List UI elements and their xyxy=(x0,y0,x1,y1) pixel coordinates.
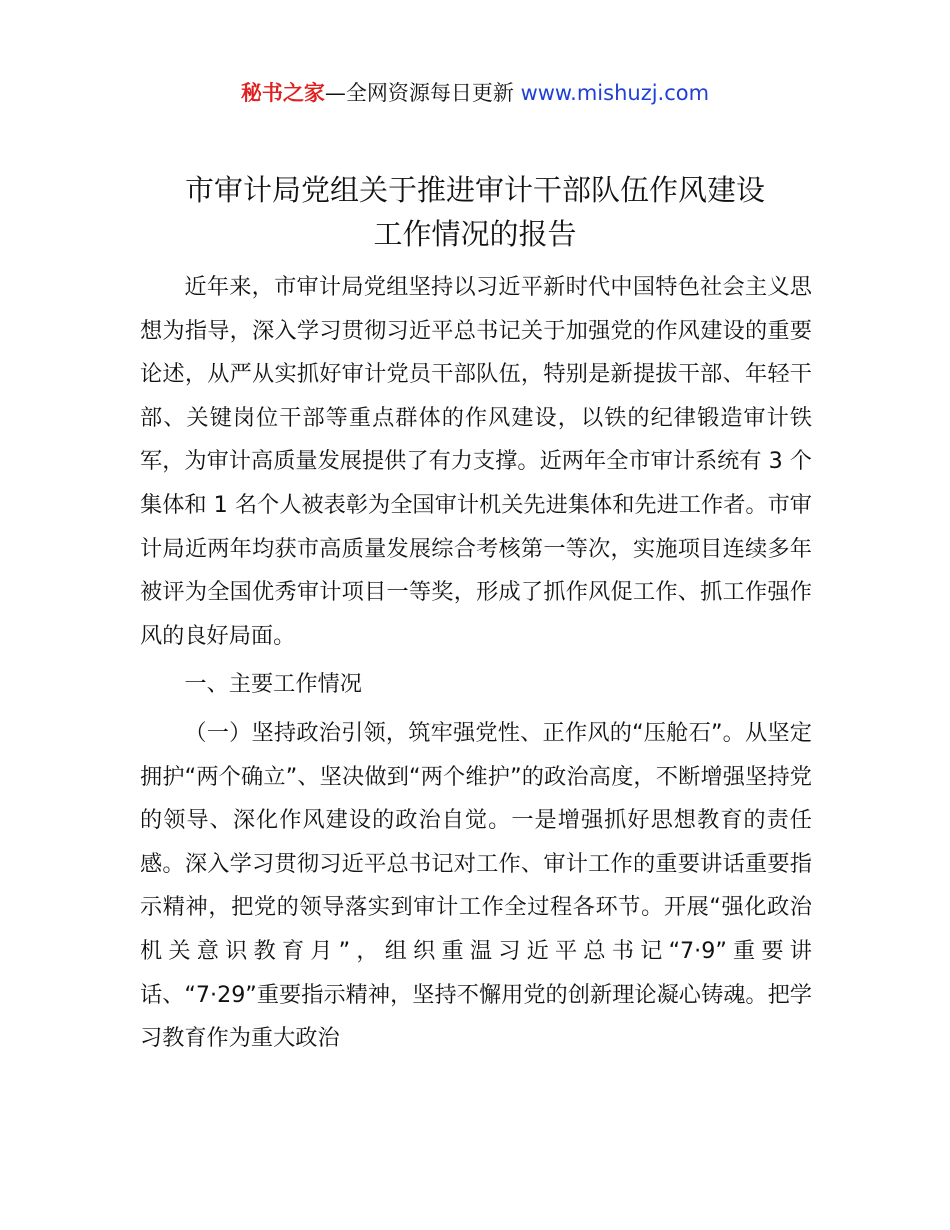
site-url-link[interactable]: www.mishuzj.com xyxy=(520,81,710,105)
site-banner xyxy=(0,78,950,108)
document-body xyxy=(140,266,812,1061)
title-line-2: 工作情况的报告 xyxy=(373,217,577,251)
section-paragraph: （一）坚持政治引领，筑牢强党性、正作风的“压舱石”。从坚定拥护“两个确立”、坚决做到“两个维护”的政治高度，不断增强坚持党的领导、深化作风建设的政治自觉。一是增强抓好思想教育的责任感。深入学习贯彻习近平总书记对工作、审计工作的重要讲话重要指示精神，把党的领导落实到审计工作全过程各环节。开展“强化政治机关意识教育月”，组织重温习近平总书记“7·9”重要讲话、“7·29”重要指示精神，坚持不懈用党的创新理论凝心铸魂。把学习教育作为重大政治 xyxy=(140,719,812,1052)
section-heading: 一、主要工作情况 xyxy=(184,671,362,698)
title-line-1: 市审计局党组关于推进审计干部队伍作风建设 xyxy=(184,173,765,207)
brand-name: 秘书之家 xyxy=(240,81,325,105)
document-title xyxy=(0,168,950,256)
intro-paragraph: 近年来，市审计局党组坚持以习近平新时代中国特色社会主义思想为指导，深入学习贯彻习近平总书记关于加强党的作风建设的重要论述，从严从实抓好审计党员干部队伍，特别是新提拔干部、年轻干部、关键岗位干部等重点群体的作风建设，以铁的纪律锻造审计铁军，为审计高质量发展提供了有力支撑。近两年全市审计系统有 3 个集体和 1 名个人被表彰为全国审计机关先进集体和先进工作者。市审计局近两年均获市高质量发展综合考核第一等次，实施项目连续多年被评为全国优秀审计项目一等奖，形成了抓作风促工作、抓工作强作风的良好局面。 xyxy=(140,274,812,649)
banner-slogan: —全网资源每日更新 xyxy=(324,81,521,105)
